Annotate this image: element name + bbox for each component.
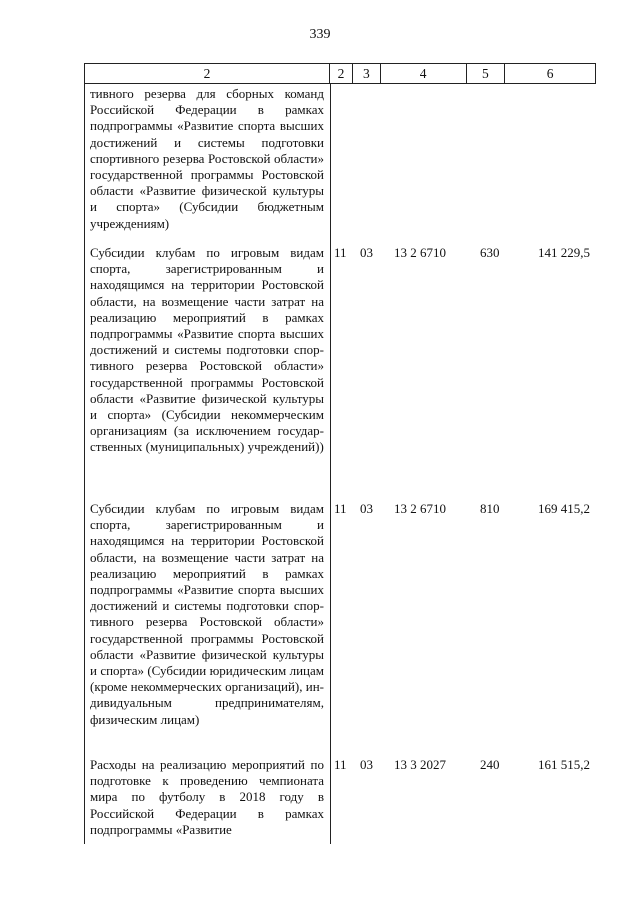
cell-expense-type: 630 bbox=[480, 245, 500, 260]
cell-target-article: 13 2 6710 bbox=[394, 245, 446, 260]
cell-subsection: 03 bbox=[360, 757, 373, 772]
cell-amount: 161 515,2 bbox=[538, 757, 590, 772]
rule-after-desc bbox=[330, 84, 331, 844]
header-col-2a: 2 bbox=[85, 64, 330, 83]
row-description: тивного резерва для сборных команд Российской Федерации в рамках подпрограммы «Развитие спорта высших достижений и системы подготовки спортивного резерва Ростовской области» государственной программы Ростовской области «Развитие физической культуры и спорта» (Субсидии бюджетным учреждениям) bbox=[90, 86, 324, 231]
cell-expense-type: 810 bbox=[480, 501, 500, 516]
header-col-2b: 2 bbox=[330, 64, 353, 83]
row-description: Субсидии клубам по игровым видам спорта, зарегистрированным и находящимся на территории Ростовской области, на возмещение части затрат на реализацию мероприятий в рамках подпрограммы «Развитие спорта высших достижений и системы подготовки спортивного резерва Ростовской области» государственной программы Ростовской области «Развитие физической культуры и спорта» (Субсидии юридическим лицам (кроме некоммерческих организаций), индивидуальным предпринимателям, физическим лицам) bbox=[90, 501, 324, 727]
page-number: 339 bbox=[309, 27, 331, 42]
header-col-4: 4 bbox=[381, 64, 467, 83]
row-description: Субсидии клубам по игровым видам спорта, зарегистрированным и находящимся на территории Ростовской области, на возмещение части затрат на реализацию мероприятий в рамках подпрограммы «Развитие спорта высших достижений и системы подготовки спортивного резерва Ростовской области» государственной программы Ростовской области «Развитие физической культуры и спорта» (Субсидии некоммерческим организациям (за исключением государственных (муниципальных) учреждений)) bbox=[90, 245, 324, 455]
cell-section: 11 bbox=[334, 757, 347, 772]
cell-subsection: 03 bbox=[360, 501, 373, 516]
cell-target-article: 13 3 2027 bbox=[394, 757, 446, 772]
table-header bbox=[84, 63, 596, 84]
cell-subsection: 03 bbox=[360, 245, 373, 260]
cell-amount: 169 415,2 bbox=[538, 501, 590, 516]
cell-expense-type: 240 bbox=[480, 757, 500, 772]
cell-section: 11 bbox=[334, 245, 347, 260]
rule-left bbox=[84, 84, 85, 844]
cell-target-article: 13 2 6710 bbox=[394, 501, 446, 516]
header-col-3: 3 bbox=[353, 64, 381, 83]
cell-amount: 141 229,5 bbox=[538, 245, 590, 260]
header-col-6: 6 bbox=[546, 66, 554, 81]
row-description: Расходы на реализацию мероприятий по подготовке к проведению чемпионата мира по футболу в 2018 году в Российской Федерации в рамках подпрограммы «Развитие bbox=[90, 757, 324, 837]
header-col-5: 5 bbox=[467, 64, 506, 83]
cell-section: 11 bbox=[334, 501, 347, 516]
